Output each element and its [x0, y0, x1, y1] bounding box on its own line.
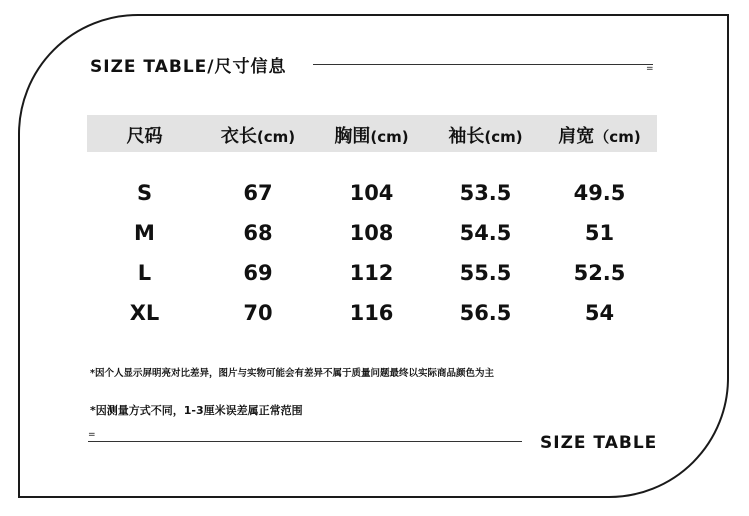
header-divider [313, 64, 653, 65]
column-header-length: 衣长(cm) [220, 126, 296, 147]
table-cell: L [137, 261, 152, 285]
footer-divider [88, 441, 522, 442]
table-cell: 116 [349, 301, 394, 325]
table-cell: S [136, 181, 153, 205]
table-cell: XL [129, 301, 160, 325]
table-cell: 54.5 [459, 221, 512, 245]
column-header-sleeve: 袖长(cm) [448, 126, 523, 147]
table-cell: 67 [243, 181, 273, 205]
column-header-chest: 胸围(cm) [334, 126, 409, 147]
header-mark: = [646, 64, 654, 74]
table-cell: 54 [584, 301, 615, 325]
table-cell: 104 [349, 181, 394, 205]
table-cell: 52.5 [573, 261, 626, 285]
table-cell: 70 [243, 301, 273, 325]
footer-mark: = [88, 430, 96, 440]
page-frame [18, 14, 729, 498]
table-cell: 53.5 [459, 181, 512, 205]
table-cell: 112 [349, 261, 394, 285]
table-cell: 108 [349, 221, 394, 245]
table-cell: M [134, 221, 155, 245]
note-color-disclaimer: *因个人显示屏明亮对比差异，图片与实物可能会有差异不属于质量问题最终以实际商品颜色为主 [90, 368, 494, 379]
table-cell: 69 [243, 261, 273, 285]
note-measurement-disclaimer: *因测量方式不同，1-3厘米误差属正常范围 [90, 404, 303, 417]
footer-title: SIZE TABLE [540, 433, 658, 453]
column-header-shoulder: 肩宽（cm) [558, 126, 641, 147]
column-header-size: 尺码 [126, 126, 163, 147]
table-cell: 68 [243, 221, 273, 245]
table-cell: 51 [584, 221, 615, 245]
table-cell: 56.5 [459, 301, 512, 325]
table-cell: 49.5 [573, 181, 626, 205]
page-title: SIZE TABLE/尺寸信息 [90, 57, 287, 77]
table-cell: 55.5 [459, 261, 512, 285]
